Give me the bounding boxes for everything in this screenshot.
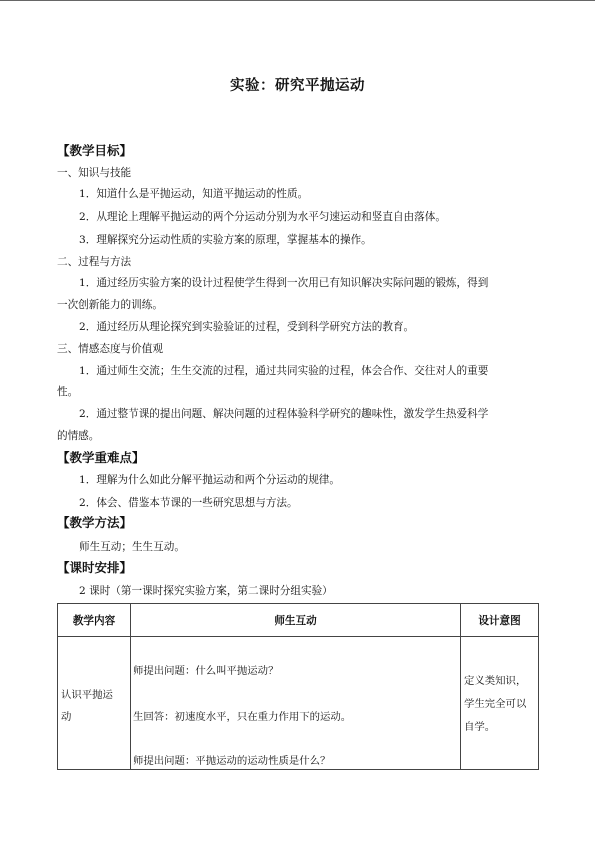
process-item-1-line-1: 1．通过经历实验方案的设计过程使学生得到一次用已有知识解决实际问题的锻炼，得到 [79,277,489,289]
header-intent: 设计意图 [461,604,539,637]
emotion-item-2-line-2: 的情感。 [57,430,100,442]
methods-text: 师生互动；生生互动。 [79,541,185,553]
subheading-emotion: 三、情感态度与价值观 [57,343,163,355]
table-header-row [58,604,539,637]
emotion-item-1-line-1: 1．通过师生交流；生生交流的过程，通过共同实验的过程，体会合作、交往对人的重要 [79,365,489,377]
table-row [58,637,539,770]
intent-line-3: 自学。 [464,721,496,733]
schedule-text: 2 课时（第一课时探究实验方案，第二课时分组实验） [79,585,333,597]
cell-interaction [131,637,461,770]
interaction-line-1: 师提出问题：什么叫平抛运动？ [133,665,279,677]
knowledge-item-3: 3．理解探究分运动性质的实验方案的原理，掌握基本的操作。 [79,234,372,246]
header-content: 教学内容 [58,604,131,637]
emotion-item-2-line-1: 2．通过整节课的提出问题、解决问题的过程体验科学研究的趣味性，激发学生热爱科学 [79,408,489,420]
page-top-rule [0,0,595,1]
lesson-plan-table [57,603,539,770]
section-heading-key-points: 【教学重难点】 [57,450,145,465]
section-heading-goals: 【教学目标】 [57,143,133,158]
emotion-item-1-line-2: 性。 [57,386,79,398]
subheading-process: 二、过程与方法 [57,256,132,268]
subheading-knowledge: 一、知识与技能 [57,167,132,179]
section-heading-methods: 【教学方法】 [57,515,133,530]
knowledge-item-2: 2．从理论上理解平抛运动的两个分运动分别为水平匀速运动和竖直自由落体。 [79,211,446,223]
cell-intent [461,637,539,770]
cell-content-line-2: 动 [61,711,72,723]
process-item-1-line-2: 一次创新能力的训练。 [57,299,163,311]
key-point-2: 2．体会、借鉴本节课的一些研究思想与方法。 [79,497,298,509]
header-interaction: 师生互动 [131,604,461,637]
cell-content-line-1: 认识平抛运 [61,689,113,701]
key-point-1: 1．理解为什么如此分解平抛运动和两个分运动的规律。 [79,474,340,486]
cell-content [58,637,131,770]
interaction-line-3: 师提出问题：平抛运动的运动性质是什么？ [133,755,331,767]
intent-line-1: 定义类知识， [464,675,527,687]
knowledge-item-1: 1．知道什么是平抛运动，知道平抛运动的性质。 [79,188,309,200]
page-title: 实验：研究平抛运动 [230,78,365,94]
process-item-2: 2．通过经历从理论探究到实验验证的过程，受到科学研究方法的教育。 [79,321,415,333]
interaction-line-2: 生回答：初速度水平，只在重力作用下的运动。 [133,711,352,723]
section-heading-schedule: 【课时安排】 [57,560,133,575]
intent-line-2: 学生完全可以 [464,698,527,710]
